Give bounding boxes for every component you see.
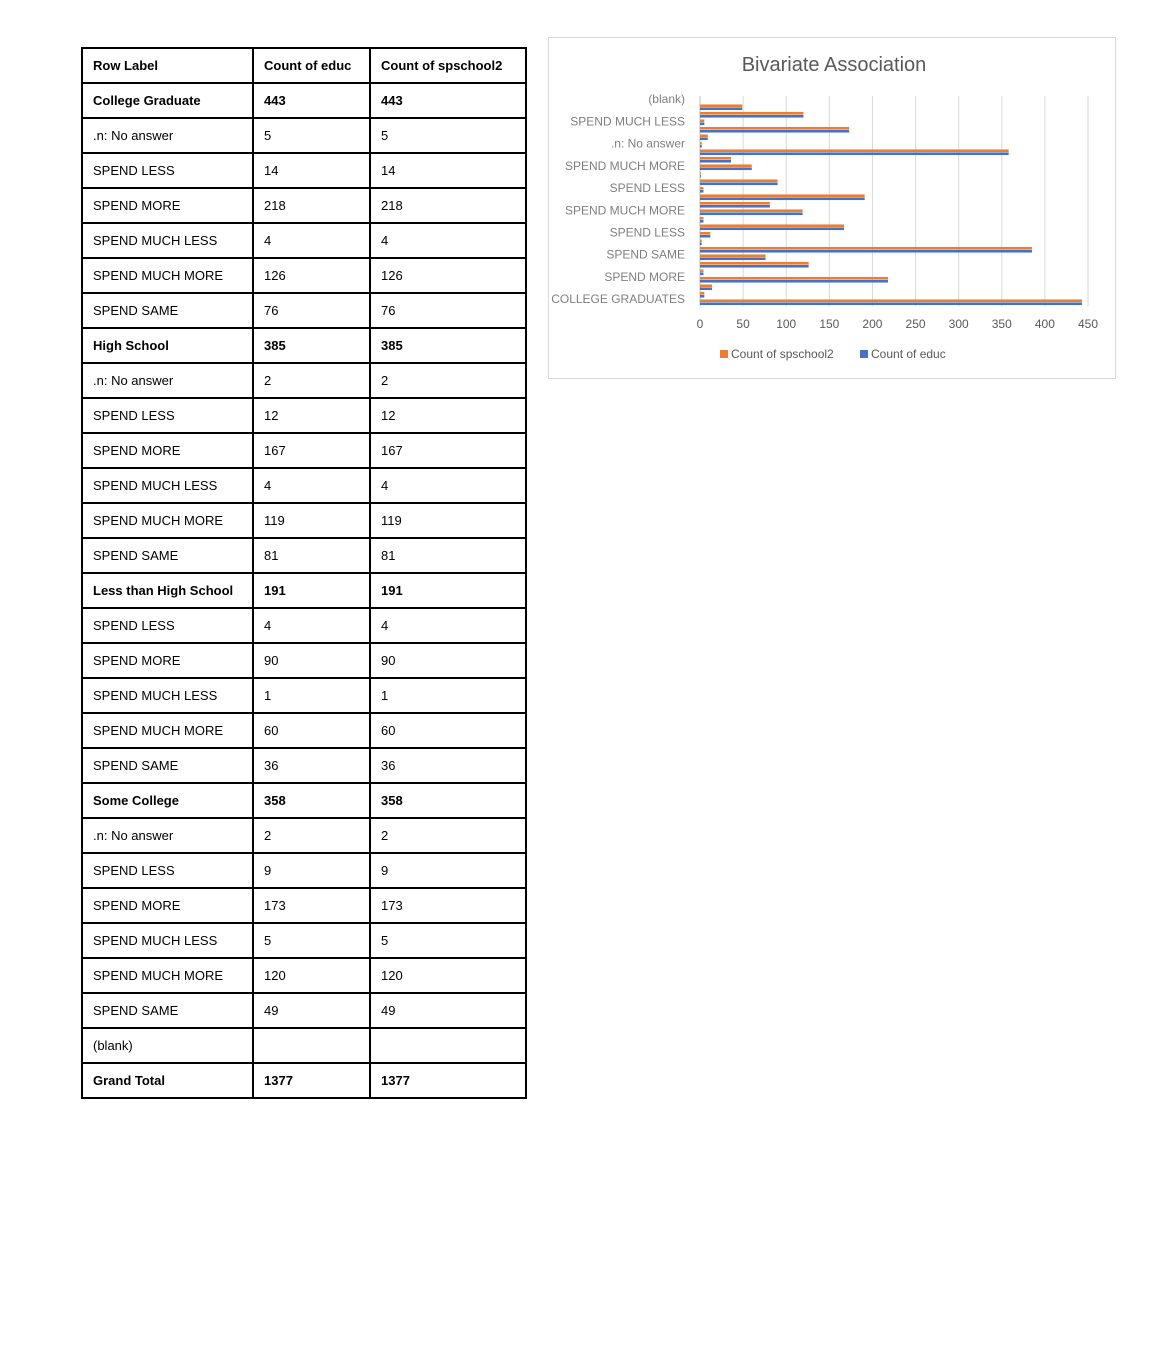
bar-educ bbox=[700, 152, 1009, 155]
row-label-cell: SPEND MORE bbox=[82, 643, 253, 678]
count-educ-cell: 36 bbox=[253, 748, 370, 783]
row-label-cell: SPEND MORE bbox=[82, 188, 253, 223]
table-row bbox=[82, 188, 526, 223]
row-label-cell: Less than High School bbox=[82, 573, 253, 608]
bar-educ bbox=[700, 190, 703, 193]
x-tick-label: 250 bbox=[905, 317, 926, 331]
count-educ-cell: 5 bbox=[253, 118, 370, 153]
bar-spschool2 bbox=[700, 269, 703, 272]
row-label-cell: SPEND MUCH LESS bbox=[82, 468, 253, 503]
count-spschool2-cell: 5 bbox=[370, 118, 526, 153]
bar-spschool2 bbox=[700, 254, 766, 257]
bar-educ bbox=[700, 265, 809, 268]
x-tick-label: 350 bbox=[991, 317, 1012, 331]
table-row bbox=[82, 1028, 526, 1063]
count-spschool2-cell: 12 bbox=[370, 398, 526, 433]
x-tick-label: 50 bbox=[736, 317, 750, 331]
bar-educ bbox=[700, 220, 703, 223]
count-spschool2-cell: 2 bbox=[370, 363, 526, 398]
row-label-cell: SPEND MUCH LESS bbox=[82, 678, 253, 713]
bar-educ bbox=[700, 107, 742, 110]
table-row bbox=[82, 608, 526, 643]
bar-educ bbox=[700, 175, 701, 178]
bar-educ bbox=[700, 280, 888, 283]
count-spschool2-cell: 90 bbox=[370, 643, 526, 678]
table-row bbox=[82, 923, 526, 958]
count-educ-cell: 218 bbox=[253, 188, 370, 223]
y-category-label: SPEND MUCH LESS bbox=[570, 114, 685, 129]
table-header-row bbox=[82, 48, 526, 83]
x-tick-label: 150 bbox=[819, 317, 840, 331]
count-educ-cell: 167 bbox=[253, 433, 370, 468]
bar-spschool2 bbox=[700, 104, 742, 107]
count-educ-cell: 81 bbox=[253, 538, 370, 573]
count-educ-cell: 90 bbox=[253, 643, 370, 678]
count-spschool2-cell: 9 bbox=[370, 853, 526, 888]
table-row bbox=[82, 433, 526, 468]
count-educ-cell: 173 bbox=[253, 888, 370, 923]
count-educ-cell: 12 bbox=[253, 398, 370, 433]
bar-spschool2 bbox=[700, 284, 712, 287]
bar-spschool2 bbox=[700, 127, 849, 130]
count-spschool2-cell: 4 bbox=[370, 608, 526, 643]
column-header: Count of spschool2 bbox=[370, 48, 526, 83]
table-row bbox=[82, 468, 526, 503]
count-educ-cell: 2 bbox=[253, 363, 370, 398]
bar-educ bbox=[700, 227, 844, 230]
count-spschool2-cell: 191 bbox=[370, 573, 526, 608]
bar-spschool2 bbox=[700, 217, 703, 220]
count-spschool2-cell: 49 bbox=[370, 993, 526, 1028]
bar-educ bbox=[700, 115, 803, 118]
bar-educ bbox=[700, 257, 766, 260]
y-category-label: .n: No answer bbox=[610, 136, 685, 151]
table-group-row bbox=[82, 1063, 526, 1098]
bar-educ bbox=[700, 302, 1082, 305]
row-label-cell: Some College bbox=[82, 783, 253, 818]
row-label-cell: .n: No answer bbox=[82, 363, 253, 398]
row-label-cell: SPEND MORE bbox=[82, 888, 253, 923]
bar-spschool2 bbox=[700, 202, 770, 205]
count-spschool2-cell: 36 bbox=[370, 748, 526, 783]
row-label-cell: SPEND MUCH MORE bbox=[82, 503, 253, 538]
count-educ-cell: 120 bbox=[253, 958, 370, 993]
table-row bbox=[82, 678, 526, 713]
bar-spschool2 bbox=[700, 194, 865, 197]
x-tick-label: 400 bbox=[1034, 317, 1055, 331]
count-spschool2-cell: 14 bbox=[370, 153, 526, 188]
count-educ-cell: 126 bbox=[253, 258, 370, 293]
x-tick-label: 100 bbox=[776, 317, 797, 331]
bar-educ bbox=[700, 122, 704, 125]
column-header: Count of educ bbox=[253, 48, 370, 83]
legend-label: Count of spschool2 bbox=[731, 347, 834, 361]
bar-spschool2 bbox=[700, 224, 844, 227]
count-educ-cell: 1377 bbox=[253, 1063, 370, 1098]
count-educ-cell: 60 bbox=[253, 713, 370, 748]
bar-spschool2 bbox=[700, 112, 803, 115]
table-group-row bbox=[82, 328, 526, 363]
row-label-cell: Grand Total bbox=[82, 1063, 253, 1098]
row-label-cell: .n: No answer bbox=[82, 118, 253, 153]
bar-spschool2 bbox=[700, 292, 704, 295]
chart-container bbox=[548, 37, 1116, 379]
count-educ-cell: 4 bbox=[253, 223, 370, 258]
row-label-cell: .n: No answer bbox=[82, 818, 253, 853]
row-label-cell: SPEND SAME bbox=[82, 538, 253, 573]
table-row bbox=[82, 993, 526, 1028]
count-educ-cell: 14 bbox=[253, 153, 370, 188]
table-row bbox=[82, 888, 526, 923]
bar-spschool2 bbox=[700, 262, 809, 265]
count-spschool2-cell: 5 bbox=[370, 923, 526, 958]
count-educ-cell: 2 bbox=[253, 818, 370, 853]
count-educ-cell: 5 bbox=[253, 923, 370, 958]
bar-educ bbox=[700, 287, 712, 290]
count-educ-cell: 443 bbox=[253, 83, 370, 118]
count-spschool2-cell: 385 bbox=[370, 328, 526, 363]
count-spschool2-cell: 1377 bbox=[370, 1063, 526, 1098]
row-label-cell: SPEND MUCH MORE bbox=[82, 958, 253, 993]
bar-educ bbox=[700, 295, 704, 298]
count-educ-cell: 119 bbox=[253, 503, 370, 538]
count-educ-cell: 76 bbox=[253, 293, 370, 328]
row-label-cell: (blank) bbox=[82, 1028, 253, 1063]
row-label-cell: SPEND MORE bbox=[82, 433, 253, 468]
bar-spschool2 bbox=[700, 247, 1032, 250]
bar-spschool2 bbox=[700, 149, 1009, 152]
row-label-cell: SPEND SAME bbox=[82, 993, 253, 1028]
table-row bbox=[82, 713, 526, 748]
bar-educ bbox=[700, 137, 708, 140]
count-spschool2-cell: 443 bbox=[370, 83, 526, 118]
bar-educ bbox=[700, 205, 770, 208]
legend-label: Count of educ bbox=[871, 347, 946, 361]
row-label-cell: SPEND SAME bbox=[82, 293, 253, 328]
bar-educ bbox=[700, 212, 803, 215]
x-tick-label: 0 bbox=[696, 317, 704, 331]
legend-swatch bbox=[720, 350, 728, 358]
bar-educ bbox=[700, 182, 778, 185]
table-row bbox=[82, 258, 526, 293]
count-educ-cell: 358 bbox=[253, 783, 370, 818]
table-row bbox=[82, 398, 526, 433]
table-group-row bbox=[82, 83, 526, 118]
count-educ-cell: 191 bbox=[253, 573, 370, 608]
table-row bbox=[82, 643, 526, 678]
count-educ-cell bbox=[253, 1028, 370, 1063]
count-educ-cell: 4 bbox=[253, 608, 370, 643]
y-category-label: SPEND MORE bbox=[604, 269, 685, 284]
bar-spschool2 bbox=[700, 277, 888, 280]
bar-educ bbox=[700, 160, 731, 163]
row-label-cell: SPEND LESS bbox=[82, 398, 253, 433]
bar-educ bbox=[700, 167, 752, 170]
count-spschool2-cell: 1 bbox=[370, 678, 526, 713]
count-spschool2-cell: 358 bbox=[370, 783, 526, 818]
bar-spschool2 bbox=[700, 239, 702, 242]
bar-educ bbox=[700, 250, 1032, 253]
count-educ-cell: 385 bbox=[253, 328, 370, 363]
table-row bbox=[82, 153, 526, 188]
count-educ-cell: 9 bbox=[253, 853, 370, 888]
row-label-cell: College Graduate bbox=[82, 83, 253, 118]
table-row bbox=[82, 853, 526, 888]
y-category-label: COLLEGE GRADUATES bbox=[551, 292, 685, 307]
count-spschool2-cell: 126 bbox=[370, 258, 526, 293]
count-spschool2-cell: 119 bbox=[370, 503, 526, 538]
count-spschool2-cell: 218 bbox=[370, 188, 526, 223]
bar-educ bbox=[700, 272, 703, 275]
row-label-cell: SPEND LESS bbox=[82, 608, 253, 643]
bar-spschool2 bbox=[700, 134, 708, 137]
count-spschool2-cell: 2 bbox=[370, 818, 526, 853]
count-spschool2-cell: 173 bbox=[370, 888, 526, 923]
table-row bbox=[82, 748, 526, 783]
y-category-label: SPEND LESS bbox=[609, 181, 685, 196]
row-label-cell: SPEND SAME bbox=[82, 748, 253, 783]
bar-spschool2 bbox=[700, 119, 704, 122]
row-label-cell: SPEND LESS bbox=[82, 153, 253, 188]
y-category-label: SPEND MUCH MORE bbox=[564, 203, 685, 218]
table-row bbox=[82, 363, 526, 398]
bar-spschool2 bbox=[700, 299, 1082, 302]
bar-spschool2 bbox=[700, 157, 731, 160]
column-header: Row Label bbox=[82, 48, 253, 83]
table-row bbox=[82, 223, 526, 258]
x-tick-label: 450 bbox=[1077, 317, 1099, 331]
table-group-row bbox=[82, 783, 526, 818]
bar-educ bbox=[700, 130, 849, 133]
table-row bbox=[82, 503, 526, 538]
pivot-table bbox=[81, 47, 527, 1099]
count-educ-cell: 1 bbox=[253, 678, 370, 713]
count-spschool2-cell: 4 bbox=[370, 223, 526, 258]
table-row bbox=[82, 958, 526, 993]
y-category-label: SPEND SAME bbox=[606, 247, 685, 262]
legend-swatch bbox=[860, 350, 868, 358]
x-tick-label: 300 bbox=[948, 317, 969, 331]
bar-spschool2 bbox=[700, 164, 752, 167]
count-educ-cell: 49 bbox=[253, 993, 370, 1028]
row-label-cell: SPEND MUCH MORE bbox=[82, 258, 253, 293]
bivariate-bar-chart bbox=[549, 38, 1115, 378]
count-spschool2-cell: 167 bbox=[370, 433, 526, 468]
bar-spschool2 bbox=[700, 179, 778, 182]
table-row bbox=[82, 118, 526, 153]
table-group-row bbox=[82, 573, 526, 608]
bar-educ bbox=[700, 145, 702, 148]
table-row bbox=[82, 538, 526, 573]
count-spschool2-cell: 4 bbox=[370, 468, 526, 503]
bar-spschool2 bbox=[700, 142, 702, 145]
count-spschool2-cell: 60 bbox=[370, 713, 526, 748]
y-category-label: SPEND MUCH MORE bbox=[564, 158, 685, 173]
count-spschool2-cell: 120 bbox=[370, 958, 526, 993]
bar-educ bbox=[700, 235, 710, 238]
chart-title: Bivariate Association bbox=[741, 54, 927, 76]
bar-spschool2 bbox=[700, 209, 803, 212]
x-tick-label: 200 bbox=[862, 317, 883, 331]
count-spschool2-cell: 76 bbox=[370, 293, 526, 328]
bar-spschool2 bbox=[700, 172, 701, 175]
row-label-cell: High School bbox=[82, 328, 253, 363]
count-spschool2-cell bbox=[370, 1028, 526, 1063]
bar-educ bbox=[700, 197, 865, 200]
row-label-cell: SPEND MUCH LESS bbox=[82, 923, 253, 958]
table-row bbox=[82, 818, 526, 853]
y-category-label: SPEND LESS bbox=[609, 225, 685, 240]
row-label-cell: SPEND MUCH MORE bbox=[82, 713, 253, 748]
count-spschool2-cell: 81 bbox=[370, 538, 526, 573]
bar-spschool2 bbox=[700, 232, 710, 235]
bar-educ bbox=[700, 242, 702, 245]
table-row bbox=[82, 293, 526, 328]
row-label-cell: SPEND LESS bbox=[82, 853, 253, 888]
bar-spschool2 bbox=[700, 187, 703, 190]
row-label-cell: SPEND MUCH LESS bbox=[82, 223, 253, 258]
y-category-label: (blank) bbox=[648, 92, 685, 107]
count-educ-cell: 4 bbox=[253, 468, 370, 503]
